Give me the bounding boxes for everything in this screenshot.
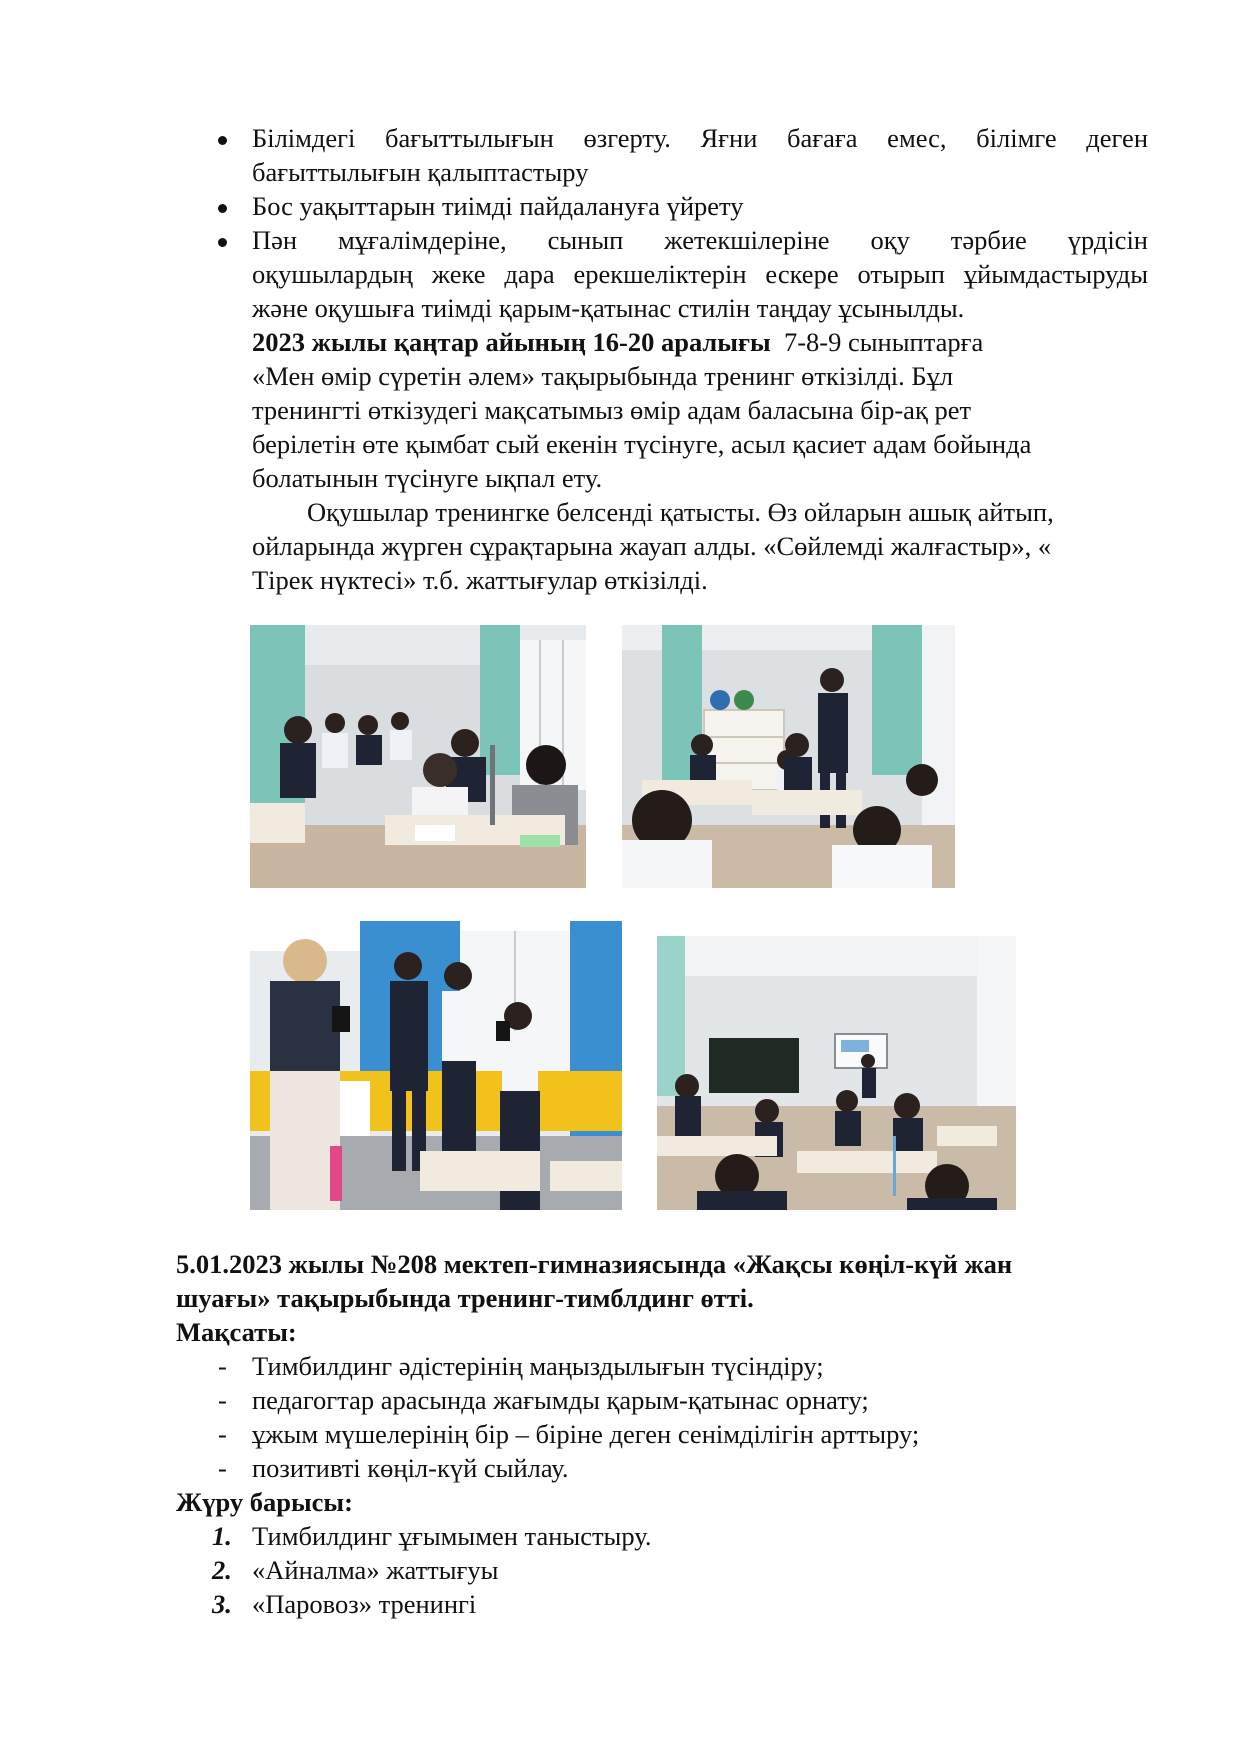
step-number: 1. bbox=[212, 1521, 232, 1551]
training2-title-line: 5.01.2023 жылы №208 мектеп-гимназиясында «Жақсы көңіл-күй жан bbox=[176, 1249, 1013, 1279]
classroom-photo-4 bbox=[657, 936, 1016, 1210]
bullet-item-line: және оқушыға тиімді қарым-қатынас стилін таңдау ұсынылды. bbox=[252, 293, 965, 323]
bullet-item-line: Бос уақыттарын тиімді пайдалануға үйрету bbox=[252, 191, 744, 221]
training1-para2-line: ойларында жүрген сұрақтарына жауап алды. «Сөйлемді жалғастыр», « bbox=[252, 531, 1052, 561]
training1-line: берілетін өте қымбат сый екенін түсінуге, асыл қасиет адам бойында bbox=[252, 429, 1032, 459]
goals-heading: Мақсаты: bbox=[176, 1317, 297, 1347]
bullet-item-line: Пән мұғалімдеріне, сынып жетекшілеріне оқу тәрбие үрдісін bbox=[252, 225, 1148, 255]
step-number: 2. bbox=[212, 1555, 232, 1585]
training1-grades: 7-8-9 сыныптарға bbox=[770, 327, 984, 357]
goal-dash: - bbox=[218, 1385, 227, 1415]
goal-item: ұжым мүшелерінің бір – біріне деген сенімділігін арттыру; bbox=[252, 1419, 920, 1449]
step-text: «Паровоз» тренингі bbox=[252, 1589, 477, 1619]
goal-item: педагогтар арасында жағымды қарым-қатынас орнату; bbox=[252, 1385, 869, 1415]
training1-line: болатынын түсінуге ықпал ету. bbox=[252, 463, 603, 493]
bullet-dot bbox=[218, 238, 227, 247]
step-text: Тимбилдинг ұғымымен таныстыру. bbox=[252, 1521, 652, 1551]
bullet-item-line: оқушылардың жеке дара ерекшеліктерін ескере отырып ұйымдастыруды bbox=[252, 259, 1148, 289]
classroom-photo-1 bbox=[250, 625, 586, 888]
training1-para2-line: Оқушылар тренингке белсенді қатысты. Өз ойларын ашық айтып, bbox=[307, 497, 1054, 527]
training2-title-line: шуағы» тақырыбында тренинг-тимблдинг өтті. bbox=[176, 1283, 754, 1313]
bullet-dot bbox=[218, 204, 227, 213]
training1-line: тренингті өткізудегі мақсатымыз өмір адам баласына бір-ақ рет bbox=[252, 395, 972, 425]
training1-line: «Мен өмір сүретін әлем» тақырыбында тренинг өткізілді. Бұл bbox=[252, 361, 954, 391]
step-number: 3. bbox=[212, 1589, 232, 1619]
training1-date: 2023 жылы қаңтар айының 16-20 аралығы bbox=[252, 327, 771, 357]
training1-para2-line: Тірек нүктесі» т.б. жаттығулар өткізілді. bbox=[252, 565, 708, 595]
training1-date-line bbox=[252, 325, 983, 359]
goal-item: Тимбилдинг әдістерінің маңыздылығын түсіндіру; bbox=[252, 1351, 824, 1381]
process-heading: Жүру барысы: bbox=[176, 1487, 353, 1517]
classroom-photo-2 bbox=[622, 625, 955, 888]
goal-item: позитивті көңіл-күй сыйлау. bbox=[252, 1453, 569, 1483]
goal-dash: - bbox=[218, 1419, 227, 1449]
goal-dash: - bbox=[218, 1453, 227, 1483]
bullet-item-line: Білімдегі бағыттылығын өзгерту. Яғни бағаға емес, білімге деген bbox=[252, 123, 1148, 153]
classroom-photo-3 bbox=[250, 921, 622, 1210]
goal-dash: - bbox=[218, 1351, 227, 1381]
bullet-item-line: бағыттылығын қалыптастыру bbox=[252, 157, 589, 187]
step-text: «Айналма» жаттығуы bbox=[252, 1555, 499, 1585]
bullet-dot bbox=[218, 136, 227, 145]
